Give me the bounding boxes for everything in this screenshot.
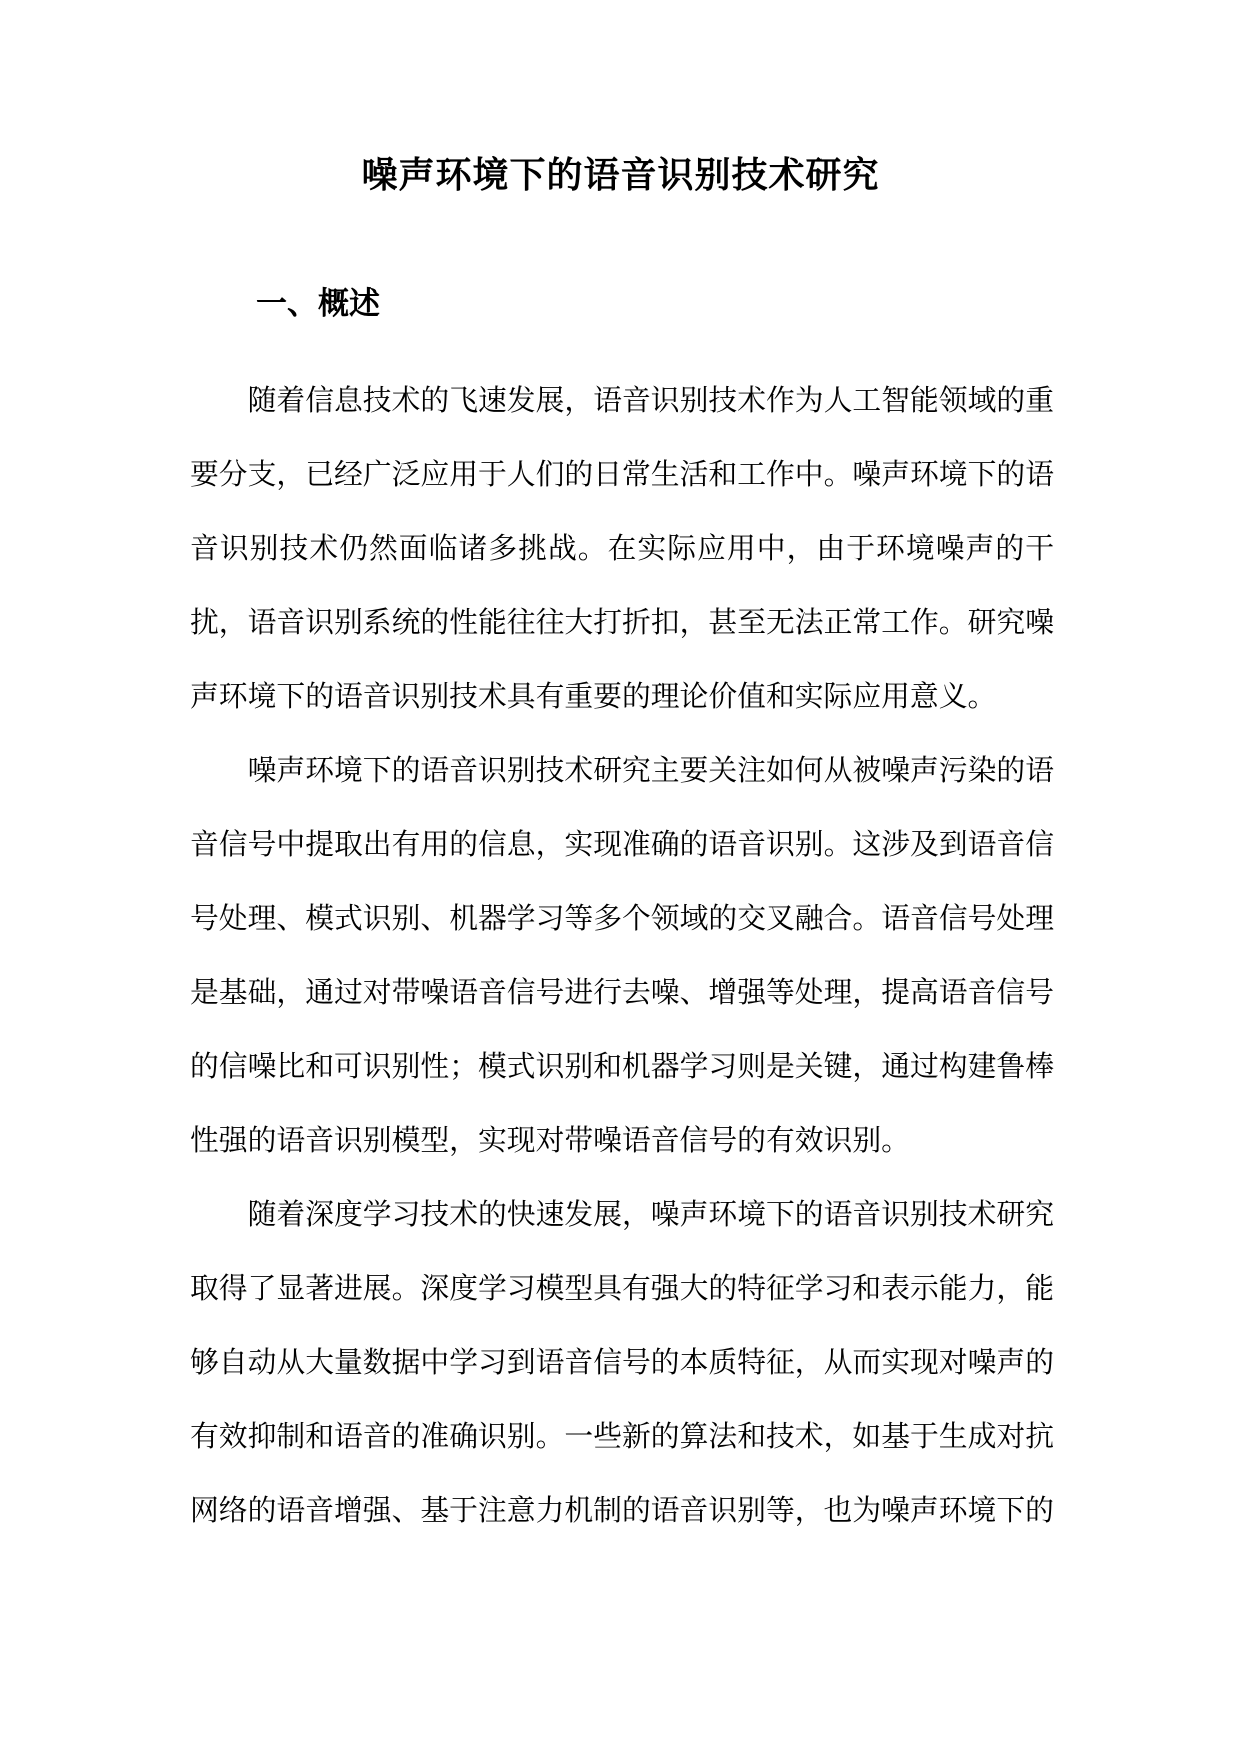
paragraph-3: 随着深度学习技术的快速发展，噪声环境下的语音识别技术研究取得了显著进展。深度学习模型具有强大的特征学习和表示能力，能够自动从大量数据中学习到语音信号的本质特征，从而实现对噪声的有效抑制和语音的准确识别。一些新的算法和技术，如基于生成对抗网络的语音增强、基于注意力机制的语音识别等，也为噪声环境下的: [190, 1197, 1054, 1527]
paragraph-2: 噪声环境下的语音识别技术研究主要关注如何从被噪声污染的语音信号中提取出有用的信息，实现准确的语音识别。这涉及到语音信号处理、模式识别、机器学习等多个领域的交叉融合。语音信号处理是基础，通过对带噪语音信号进行去噪、增强等处理，提高语音信号的信噪比和可识别性；模式识别和机器学习则是关键，通过构建鲁棒性强的语音识别模型，实现对带噪语音信号的有效识别。: [190, 753, 1054, 1157]
section-heading: 一、概述: [256, 286, 380, 322]
document-title: 噪声环境下的语音识别技术研究: [361, 154, 880, 196]
paragraph-1: 随着信息技术的飞速发展，语音识别技术作为人工智能领域的重要分支，已经广泛应用于人们的日常生活和工作中。噪声环境下的语音识别技术仍然面临诸多挑战。在实际应用中，由于环境噪声的干扰，语音识别系统的性能往往大打折扣，甚至无法正常工作。研究噪声环境下的语音识别技术具有重要的理论价值和实际应用意义。: [190, 383, 1054, 713]
